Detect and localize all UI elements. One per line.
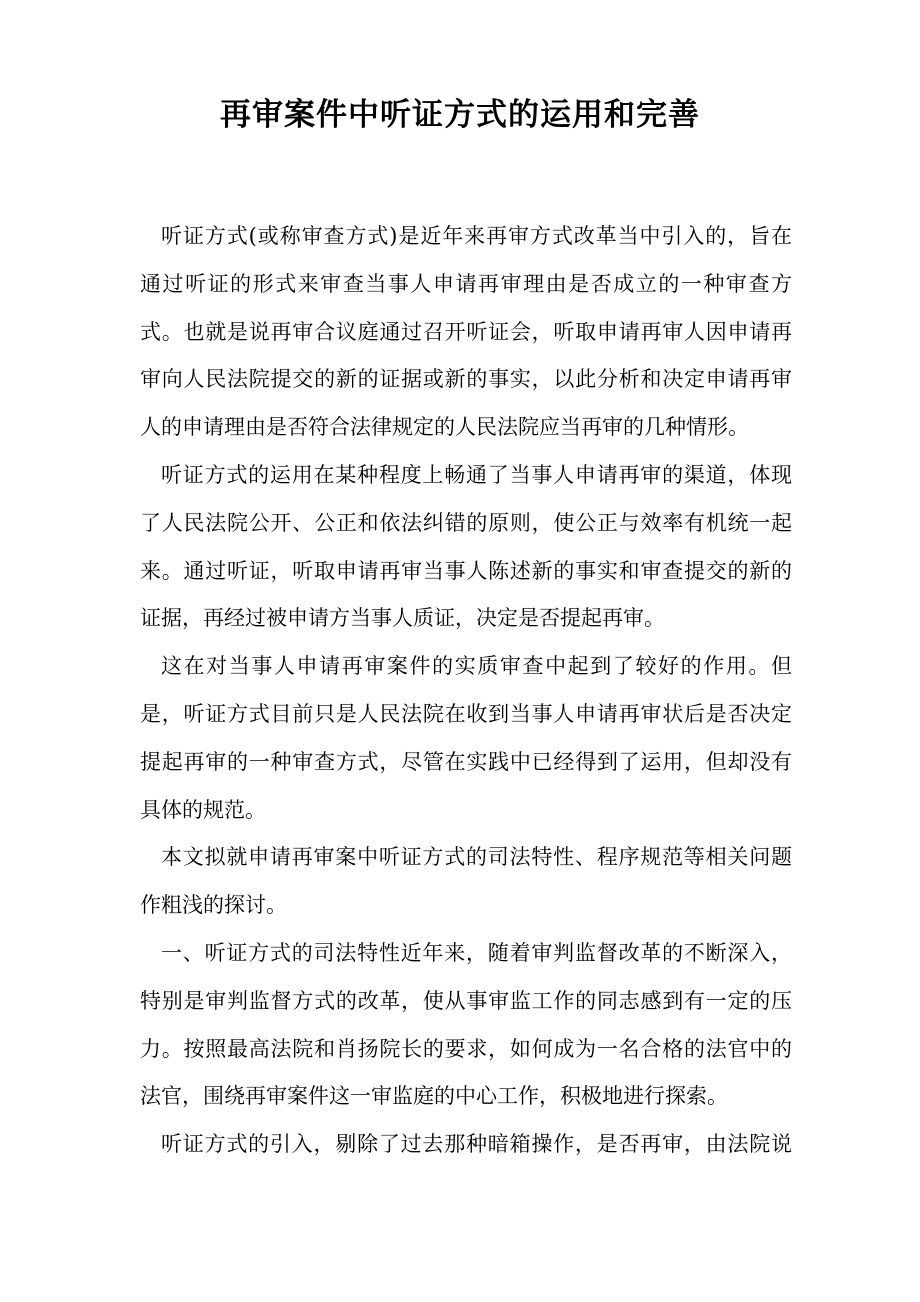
text-line: 式。也就是说再审合议庭通过召开听证会，听取申请再审人因申请再 (140, 319, 792, 344)
text-line: 了人民法院公开、公正和依法纠错的原则，使公正与效率有机统一起 (140, 510, 792, 535)
text-line: 提起再审的一种审查方式，尽管在实践中已经得到了运用，但却没有 (140, 749, 792, 774)
text-line: 力。按照最高法院和肖扬院长的要求，如何成为一名合格的法官中的 (140, 1036, 792, 1061)
text-line: 听证方式的运用在某种程度上畅通了当事人申请再审的渠道，体现 (161, 462, 792, 487)
text-line: 证据，再经过被申请方当事人质证，决定是否提起再审。 (140, 606, 665, 631)
text-line: 作粗浅的探讨。 (140, 893, 287, 918)
text-line: 具体的规范。 (140, 797, 266, 822)
text-line: 是，听证方式目前只是人民法院在收到当事人申请再审状后是否决定 (140, 701, 792, 726)
text-line: 本文拟就申请再审案中听证方式的司法特性、程序规范等相关问题 (161, 845, 792, 870)
text-line: 特别是审判监督方式的改革，使从事审监工作的同志感到有一定的压 (140, 988, 792, 1013)
text-line: 审向人民法院提交的新的证据或新的事实，以此分析和决定申请再审 (140, 367, 792, 392)
text-line: 来。通过听证，听取申请再审当事人陈述新的事实和审查提交的新的 (140, 558, 792, 583)
text-line: 一、听证方式的司法特性近年来，随着审判监督改革的不断深入， (161, 940, 792, 965)
document-title: 再审案件中听证方式的运用和完善 (220, 97, 700, 133)
text-line: 法官，围绕再审案件这一审监庭的中心工作，积极地进行探索。 (140, 1084, 728, 1109)
text-line: 听证方式的引入，剔除了过去那种暗箱操作，是否再审，由法院说 (161, 1132, 792, 1157)
text-line: 这在对当事人申请再审案件的实质审查中起到了较好的作用。但 (161, 654, 792, 679)
text-line: 听证方式(或称审查方式)是近年来再审方式改革当中引入的，旨在 (161, 224, 792, 248)
text-line: 通过听证的形式来审查当事人申请再审理由是否成立的一种审查方 (140, 271, 792, 296)
document-body (140, 213, 792, 1169)
text-line: 人的申请理由是否符合法律规定的人民法院应当再审的几种情形。 (140, 415, 749, 440)
